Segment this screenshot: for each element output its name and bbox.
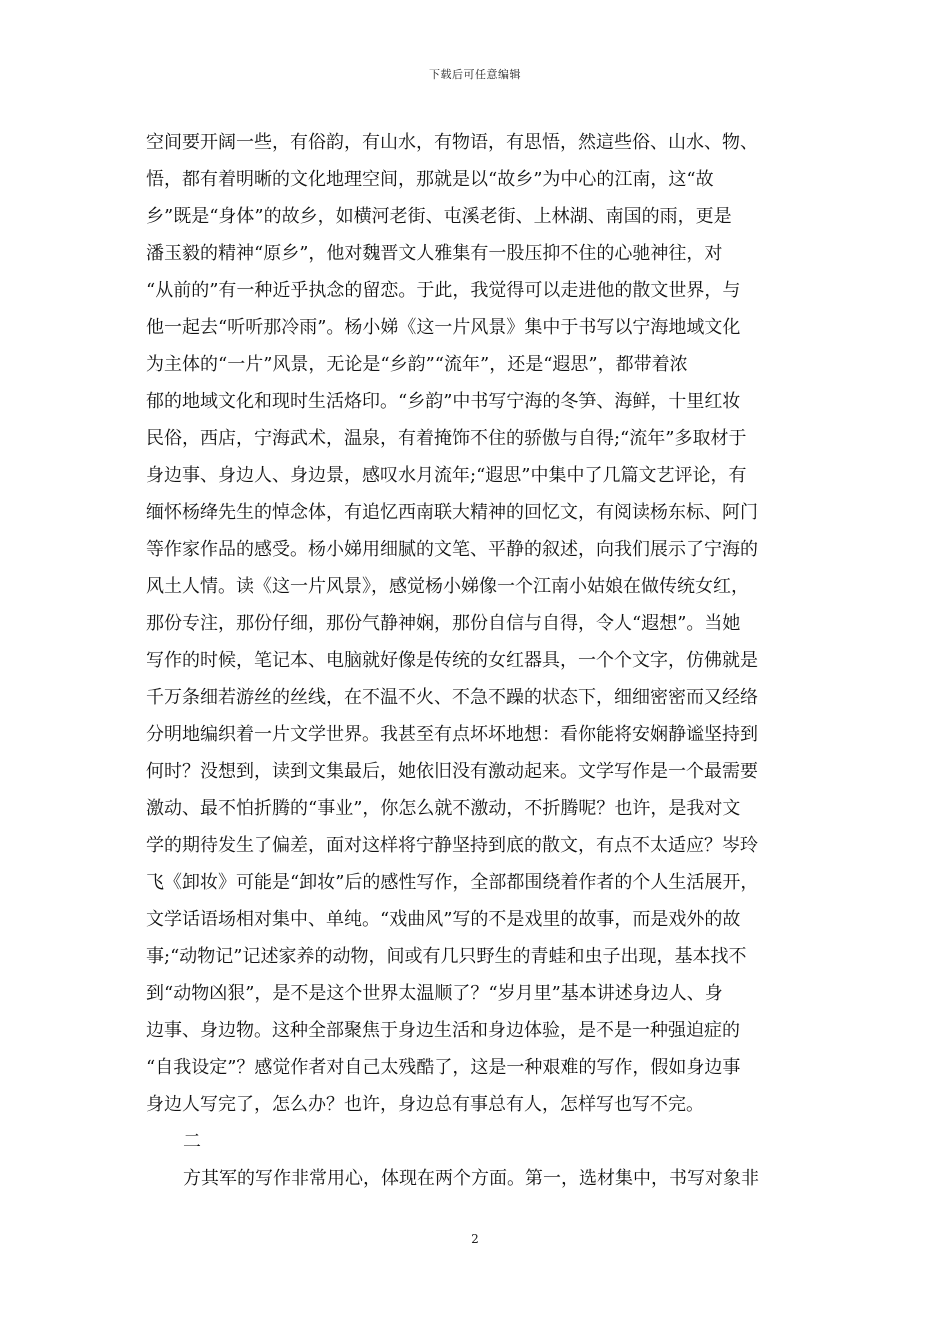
text-line: 为主体的“一片”风景，无论是“乡韵”“流年”，还是“遐思”，都带着浓 <box>146 354 688 375</box>
text-line: 空间要开阔一些，有俗韵，有山水，有物语，有思悟，然這些俗、山水、物、 <box>146 132 758 153</box>
text-line: 民俗，西店，宁海武术，温泉，有着掩饰不住的骄傲与自得;“流年”多取材于 <box>146 428 747 449</box>
text-line: 边事、身边物。这种全部聚焦于身边生活和身边体验，是不是一种强迫症的 <box>146 1020 740 1041</box>
text-line: 方其军的写作非常用心，体现在两个方面。第一，选材集中，书写对象非 <box>183 1168 759 1189</box>
text-line: 风土人情。读《这一片风景》，感觉杨小娣像一个江南小姑娘在做传统女红， <box>146 576 749 597</box>
text-line: 他一起去“听听那冷雨”。杨小娣《这一片风景》集中于书写以宁海地域文化 <box>146 317 741 338</box>
text-line: 缅怀杨绛先生的悼念体，有追忆西南联大精神的回忆文，有阅读杨东标、阿门 <box>146 502 758 523</box>
text-line: 何时？没想到，读到文集最后，她依旧没有激动起来。文学写作是一个最需要 <box>146 761 758 782</box>
text-line: 到“动物凶狠”，是不是这个世界太温顺了？“岁月里”基本讲述身边人、身 <box>146 983 723 1004</box>
text-line: 飞《卸妆》可能是“卸妆”后的感性写作，全部都围绕着作者的个人生活展开， <box>146 872 759 893</box>
text-line: “从前的”有一种近乎执念的留恋。于此，我觉得可以走进他的散文世界，与 <box>146 280 741 301</box>
page-header: 下载后可任意编辑 <box>429 68 521 81</box>
section-number: 二 <box>183 1131 201 1152</box>
page-number: 2 <box>471 1232 479 1246</box>
text-line: 乡”既是“身体”的故乡，如横河老街、屯溪老街、上林湖、南国的雨，更是 <box>146 206 732 227</box>
text-line: 千万条细若游丝的丝线，在不温不火、不急不躁的状态下，细细密密而又经络 <box>146 687 758 708</box>
text-line: 身边人写完了，怎么办？也许，身边总有事总有人，怎样写也写不完。 <box>146 1094 704 1115</box>
text-line: 等作家作品的感受。杨小娣用细腻的文笔、平静的叙述，向我们展示了宁海的 <box>146 539 758 560</box>
text-line: 悟，都有着明晰的文化地理空间，那就是以“故乡”为中心的江南，这“故 <box>146 169 714 190</box>
text-line: 潘玉毅的精神“原乡”，他对魏晋文人雅集有一股压抑不住的心驰神往，对 <box>146 243 723 264</box>
document-body <box>146 124 818 1197</box>
text-line: 事;“动物记”记述家养的动物，间或有几只野生的青蛙和虫子出现，基本找不 <box>146 946 747 967</box>
text-line: 文学话语场相对集中、单纯。“戏曲风”写的不是戏里的故事，而是戏外的故 <box>146 909 741 930</box>
text-line: 身边事、身边人、身边景，感叹水月流年;“遐思”中集中了几篇文艺评论，有 <box>146 465 747 486</box>
text-line: “自我设定”？感觉作者对自己太残酷了，这是一种艰难的写作，假如身边事 <box>146 1057 741 1078</box>
text-line: 学的期待发生了偏差，面对这样将宁静坚持到底的散文，有点不太适应？岑玲 <box>146 835 758 856</box>
text-line: 写作的时候，笔记本、电脑就好像是传统的女红器具，一个个文字，仿佛就是 <box>146 650 758 671</box>
text-line: 那份专注，那份仔细，那份气静神娴，那份自信与自得，令人“遐想”。当她 <box>146 613 741 634</box>
text-line: 分明地编织着一片文学世界。我甚至有点坏坏地想：看你能将安娴静谧坚持到 <box>146 724 758 745</box>
text-line: 激动、最不怕折腾的“事业”，你怎么就不激动，不折腾呢？也许，是我对文 <box>146 798 741 819</box>
text-line: 郁的地域文化和现时生活烙印。“乡韵”中书写宁海的冬笋、海鲜，十里红妆 <box>146 391 741 412</box>
